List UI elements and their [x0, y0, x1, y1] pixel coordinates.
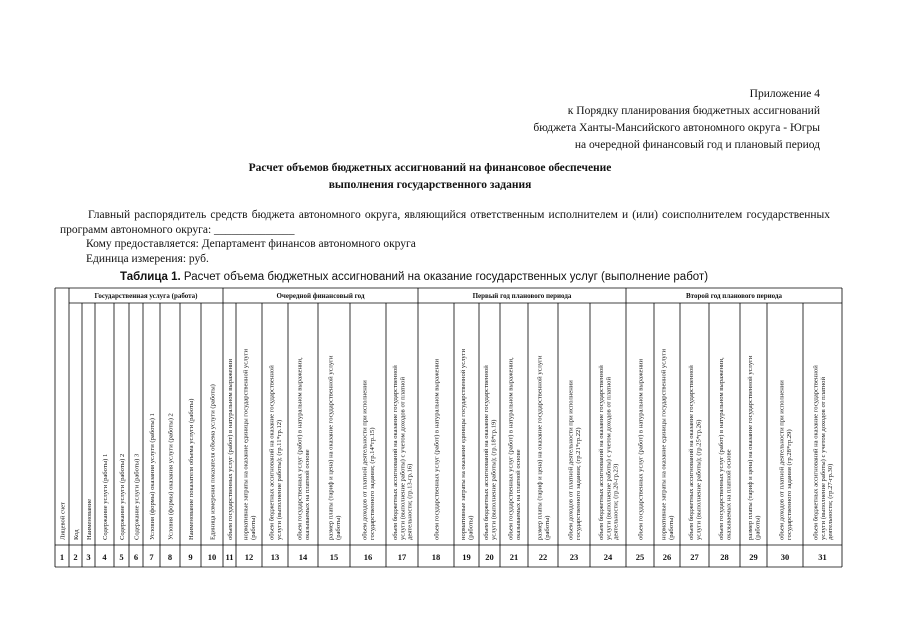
column-number: 25 [635, 552, 645, 562]
column-header: объем доходов от платной деятельности при исполнениигосударственного задания (гр.28*гр.29) [778, 380, 793, 540]
table-caption-text: Расчет объема бюджетных ассигнований на оказание государственных услуг (выполнение работ) [180, 271, 709, 283]
column-number: 24 [603, 552, 613, 562]
column-number: 21 [509, 552, 519, 562]
column-header: Лицевой счет [59, 502, 67, 540]
column-header: объем бюджетных ассигнований на оказание государственнойуслуги (выполнение работы) с учетом доходов от платнойдеятельности; (гр.13-гр.16) [392, 365, 414, 540]
column-number: 26 [662, 552, 672, 562]
column-number: 31 [818, 552, 827, 562]
column-header: объем бюджетных ассигнований на оказание государственнойуслуги (выполнение работы); (гр.25*гр.26) [688, 365, 703, 540]
intro-main-text: Главный распорядитель средств бюджета автономного округа, являющийся ответственным исполнителем и (или) соисполнителем государственных программ автономного округа: ______________ [60, 209, 830, 236]
document-title-line-2: выполнения государственного задания [328, 179, 532, 191]
appendix-line-2: к Порядку планирования бюджетных ассигнований [567, 105, 820, 117]
appendix-line-1: Приложение 4 [749, 88, 820, 100]
column-number: 22 [538, 552, 548, 562]
column-number: 14 [298, 552, 308, 562]
column-header: нормативные затраты на оказание единицы государственной услуги(работы) [242, 349, 257, 540]
column-number: 1 [59, 552, 65, 562]
column-number: 6 [133, 552, 139, 562]
column-number: 5 [119, 552, 124, 562]
column-number: 27 [690, 552, 699, 562]
column-header: Условия (формы) оказания услуги (работы) 1 [148, 413, 156, 540]
column-header: размер платы (тариф и цена) на оказание государственной услуги(работы) [327, 355, 342, 540]
column-header: Содержание услуги (работы) 1 [101, 453, 109, 540]
column-number: 23 [569, 552, 579, 562]
recipient-line: Кому предоставляется: Департамент финансов автономного округа [86, 238, 416, 250]
column-header: Содержание услуги (работы) 2 [118, 453, 126, 540]
column-header: нормативные затраты на оказание единицы государственной услуги(работы) [660, 349, 675, 540]
column-number: 20 [485, 552, 494, 562]
column-header: размер платы (тариф и цена) на оказание государственной услуги(работы) [747, 355, 762, 540]
column-header: объем бюджетных ассигнований на оказание государственнойуслуги (выполнение работы) с учетом доходов от платнойдеятельности; (гр.20-гр.23) [598, 365, 620, 540]
column-header: Наименование показателя объема услуги (работы) [187, 398, 195, 540]
document-title-line-1: Расчет объемов бюджетных ассигнований на финансовое обеспечение [248, 162, 612, 174]
column-number: 13 [270, 552, 280, 562]
column-number: 11 [225, 552, 234, 562]
column-header: объем государственных услуг (работ) в натуральном выражении,оказываемых на платной основе [718, 357, 733, 540]
column-header: объем государственных услуг (работ) в натуральном выражении,оказываемых на платной основе [296, 357, 311, 540]
column-number: 28 [720, 552, 729, 562]
column-number: 15 [329, 552, 339, 562]
column-header: объем государственных услуг (работ) в натуральном выражении,оказываемых на платной основе [507, 357, 522, 540]
column-header: объем доходов от платной деятельности при исполнениигосударственного задания; (гр.14*гр.15) [361, 380, 376, 540]
column-header: размер платы (тариф и цена) на оказание государственной услуги(работы) [536, 355, 551, 540]
column-header: объем государственных услуг (работ) в натуральном выражении [433, 358, 441, 540]
column-number: 3 [86, 552, 91, 562]
column-header: объем доходов от платной деятельности при исполнениигосударственного задания; (гр.21*гр.22) [567, 380, 582, 540]
column-number: 16 [363, 552, 373, 562]
column-number: 9 [188, 552, 193, 562]
column-number: 18 [431, 552, 441, 562]
column-header: объем государственных услуг (работ) в натуральном выражении [637, 358, 645, 540]
column-header: объем бюджетных ассигнований на оказание государственнойуслуги (выполнение работы); (гр.18*гр.19) [483, 365, 498, 540]
column-header: Единица измерения показателя объема услуги (работы) [209, 384, 217, 540]
column-header: объем бюджетных ассигнований на оказание государственнойуслуги (выполнение работы); (гр.11*гр.12) [268, 365, 283, 540]
column-header: Условия (формы) оказания услуги (работы) 2 [167, 413, 175, 540]
table-caption-label: Таблица 1. [120, 271, 181, 283]
column-number: 2 [73, 552, 78, 562]
column-header: Содержание услуги (работы) 3 [133, 453, 141, 540]
column-number: 12 [244, 552, 254, 562]
appendix-line-3: бюджета Ханты-Мансийского автономного округа - Югры [533, 122, 820, 134]
appendix-line-4: на очередной финансовый год и плановый период [574, 139, 820, 151]
group-header: Первый год планового периода [472, 292, 572, 300]
column-header: Наименование [85, 498, 93, 540]
group-header: Очередной финансовый год [276, 292, 365, 300]
column-header: Код [72, 529, 80, 540]
column-number: 7 [149, 552, 154, 562]
column-header: объем бюджетных ассигнований на оказание государственнойуслуги (выполнение работы) с учетом доходов от платнойдеятельности; (гр.27-гр.30) [812, 365, 834, 540]
column-number: 4 [102, 552, 107, 562]
column-number: 19 [462, 552, 471, 562]
group-header: Государственная услуга (работа) [94, 292, 198, 300]
group-header: Второй год планового периода [686, 292, 782, 300]
column-number: 30 [780, 552, 790, 562]
column-number: 17 [397, 552, 407, 562]
column-header: объем государственных услуг (работ) в натуральном выражении [226, 358, 234, 540]
unit-line: Единица измерения: руб. [86, 253, 209, 265]
column-header: нормативные затраты на оказание единицы государственной услуги(работы) [460, 349, 475, 540]
column-number: 29 [749, 552, 758, 562]
column-number: 10 [207, 552, 217, 562]
column-number: 8 [167, 552, 173, 562]
